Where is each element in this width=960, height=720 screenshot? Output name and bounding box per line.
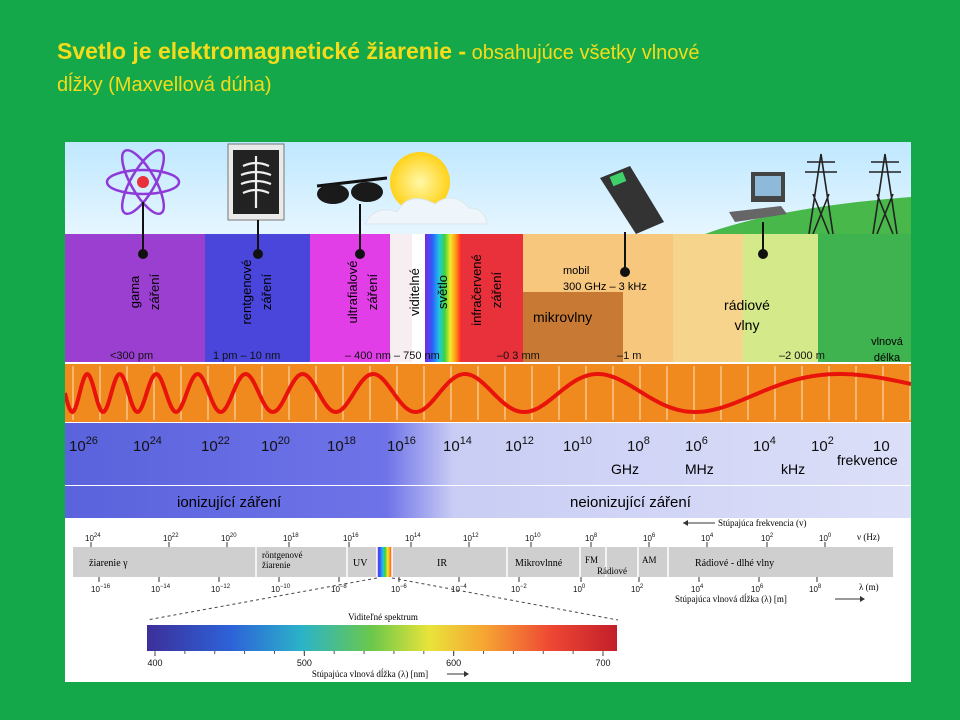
- label-xray-2: záření: [259, 273, 274, 311]
- frequency-tick: $10^2$: [811, 435, 834, 455]
- region-fm: FM: [585, 555, 599, 565]
- wl-tick: 1 pm – 10 nm: [213, 350, 281, 362]
- rising-frequency-label: Stúpajúca frekvencia (v): [718, 518, 807, 528]
- wave-band: [65, 364, 911, 422]
- lower-wave-tick: $10^8$: [809, 584, 822, 594]
- wl-tick: –1 m: [617, 350, 642, 362]
- lower-frequency-ticks: [85, 533, 832, 547]
- title-main: Svetlo je elektromagnetické žiarenie -: [57, 38, 467, 64]
- lower-wave-tick: $10^{-14}$: [151, 584, 171, 594]
- lower-freq-tick: $10^8$: [585, 533, 598, 543]
- region-radio: Rádiové: [597, 566, 627, 576]
- region-microwave: Mikrovlnné: [515, 558, 563, 569]
- wl-tick: –0 3 mm: [497, 350, 540, 362]
- label-microwave: mikrovlny: [533, 309, 593, 325]
- region-gamma: žiarenie γ: [89, 558, 128, 569]
- lower-wave-tick: $10^{-8}$: [331, 584, 347, 594]
- frequency-tick: $10^6$: [685, 435, 708, 455]
- lower-wavelength-ticks: [91, 577, 822, 594]
- title-sub-1: obsahujúce všetky vlnové: [466, 42, 700, 64]
- label-phone-1: mobil: [563, 265, 590, 277]
- spectrum-bands: [65, 234, 911, 362]
- label-gamma-2: záření: [147, 273, 162, 311]
- frequency-tick: $10^{24}$: [133, 435, 162, 455]
- lower-wave-tick: $10^{-6}$: [391, 584, 407, 594]
- label-infrared-1: infračervené: [469, 254, 484, 326]
- label-xray-1: rentgenové: [239, 259, 254, 325]
- frequency-tick: $10^{22}$: [201, 435, 230, 455]
- lower-wave-tick: $10^{-12}$: [211, 584, 231, 594]
- lower-freq-tick: $10^{14}$: [405, 533, 421, 543]
- unit-ghz: GHz: [611, 461, 639, 477]
- em-spectrum-figure: [65, 142, 911, 682]
- visible-spectrum-bar: [147, 625, 617, 651]
- label-gamma-1: gama: [127, 275, 142, 309]
- lower-freq-tick: $10^6$: [643, 533, 656, 543]
- spectrum-tick: 700: [595, 658, 611, 668]
- region-xray-2: žiarenie: [262, 560, 291, 570]
- title-sub-2: dĺžky (Maxvellová dúha): [57, 74, 272, 96]
- lower-wave-tick: $10^{-4}$: [451, 584, 467, 594]
- lower-freq-tick: $10^{24}$: [85, 533, 101, 543]
- lower-freq-tick: $10^{22}$: [163, 533, 179, 543]
- frequency-tick: $10^{14}$: [443, 435, 472, 455]
- frequency-tick: $10^8$: [627, 435, 650, 455]
- lower-wave-tick: $10^0$: [573, 584, 586, 594]
- lower-wave-tick: $10^{-16}$: [91, 584, 111, 594]
- nu-unit: ν (Hz): [857, 532, 880, 542]
- frequency-tick: $10^{10}$: [563, 435, 592, 455]
- lower-spectrum-diagram: [73, 518, 893, 679]
- frequency-tick: $10^{20}$: [261, 435, 290, 455]
- spectrum-tick: 400: [147, 658, 163, 668]
- label-wavelength-2: délka: [873, 352, 901, 364]
- rising-wavelength-nm: Stúpajúca vlnová dĺžka (λ) [nm]: [311, 669, 429, 679]
- label-radio-2: vlny: [734, 317, 760, 333]
- frequency-tick: $10^4$: [753, 435, 776, 455]
- wl-tick: –2 000 m: [779, 350, 825, 362]
- label-visible-1: viditelné: [407, 268, 422, 316]
- label-wavelength-1: vlnová: [871, 336, 903, 348]
- frequency-tick: 10: [873, 438, 890, 455]
- lower-freq-tick: $10^{10}$: [525, 533, 541, 543]
- lower-freq-tick: $10^{18}$: [283, 533, 299, 543]
- lower-freq-tick: $10^2$: [761, 533, 774, 543]
- visible-spectrum-label: Viditeľné spektrum: [348, 612, 418, 622]
- label-infrared-2: záření: [489, 271, 504, 309]
- region-uv: UV: [353, 558, 368, 569]
- region-long-radio: Rádiové - dlhé vlny: [695, 558, 775, 569]
- frequency-label: frekvence: [837, 452, 898, 468]
- ionizing-label: ionizující záření: [177, 494, 282, 511]
- lower-wave-tick: $10^6$: [751, 584, 764, 594]
- unit-mhz: MHz: [685, 461, 714, 477]
- lambda-unit: λ (m): [859, 582, 879, 592]
- lower-visible-strip: [377, 547, 392, 577]
- label-uv-2: záření: [365, 273, 380, 311]
- region-am: AM: [642, 555, 657, 565]
- label-uv-1: ultrafialové: [345, 260, 360, 324]
- frequency-tick: $10^{18}$: [327, 435, 356, 455]
- lower-freq-tick: $10^4$: [701, 533, 714, 543]
- rising-wavelength-m: Stúpajúca vlnová dĺžka (λ) [m]: [675, 594, 787, 604]
- label-phone-2: 300 GHz – 3 kHz: [563, 281, 647, 293]
- nonionizing-label: neionizující záření: [570, 494, 691, 511]
- label-radio-1: rádiové: [724, 297, 770, 313]
- spectrum-ticks: [147, 651, 610, 668]
- lower-freq-tick: $10^{16}$: [343, 533, 359, 543]
- lower-wave-tick: $10^{-2}$: [511, 584, 527, 594]
- unit-khz: kHz: [781, 461, 806, 477]
- wl-tick: – 400 nm – 750 nm: [345, 350, 440, 362]
- lower-wave-tick: $10^4$: [691, 584, 704, 594]
- spectrum-tick: 600: [446, 658, 462, 668]
- region-xray-1: röntgenové: [262, 550, 303, 560]
- frequency-tick: $10^{12}$: [505, 435, 534, 455]
- lower-freq-tick: $10^0$: [819, 533, 832, 543]
- lower-freq-tick: $10^{20}$: [221, 533, 237, 543]
- spectrum-tick: 500: [296, 658, 312, 668]
- frequency-tick: $10^{26}$: [69, 435, 98, 455]
- frequency-tick: $10^{16}$: [387, 435, 416, 455]
- lower-wave-tick: $10^{-10}$: [271, 584, 291, 594]
- label-visible-2: světlo: [435, 275, 450, 309]
- region-ir: IR: [437, 558, 447, 569]
- xray-icon: [228, 144, 284, 220]
- lower-wave-tick: $10^2$: [631, 584, 644, 594]
- slide-title: [57, 36, 927, 102]
- lower-freq-tick: $10^{12}$: [463, 533, 479, 543]
- wl-tick: <300 pm: [110, 350, 154, 362]
